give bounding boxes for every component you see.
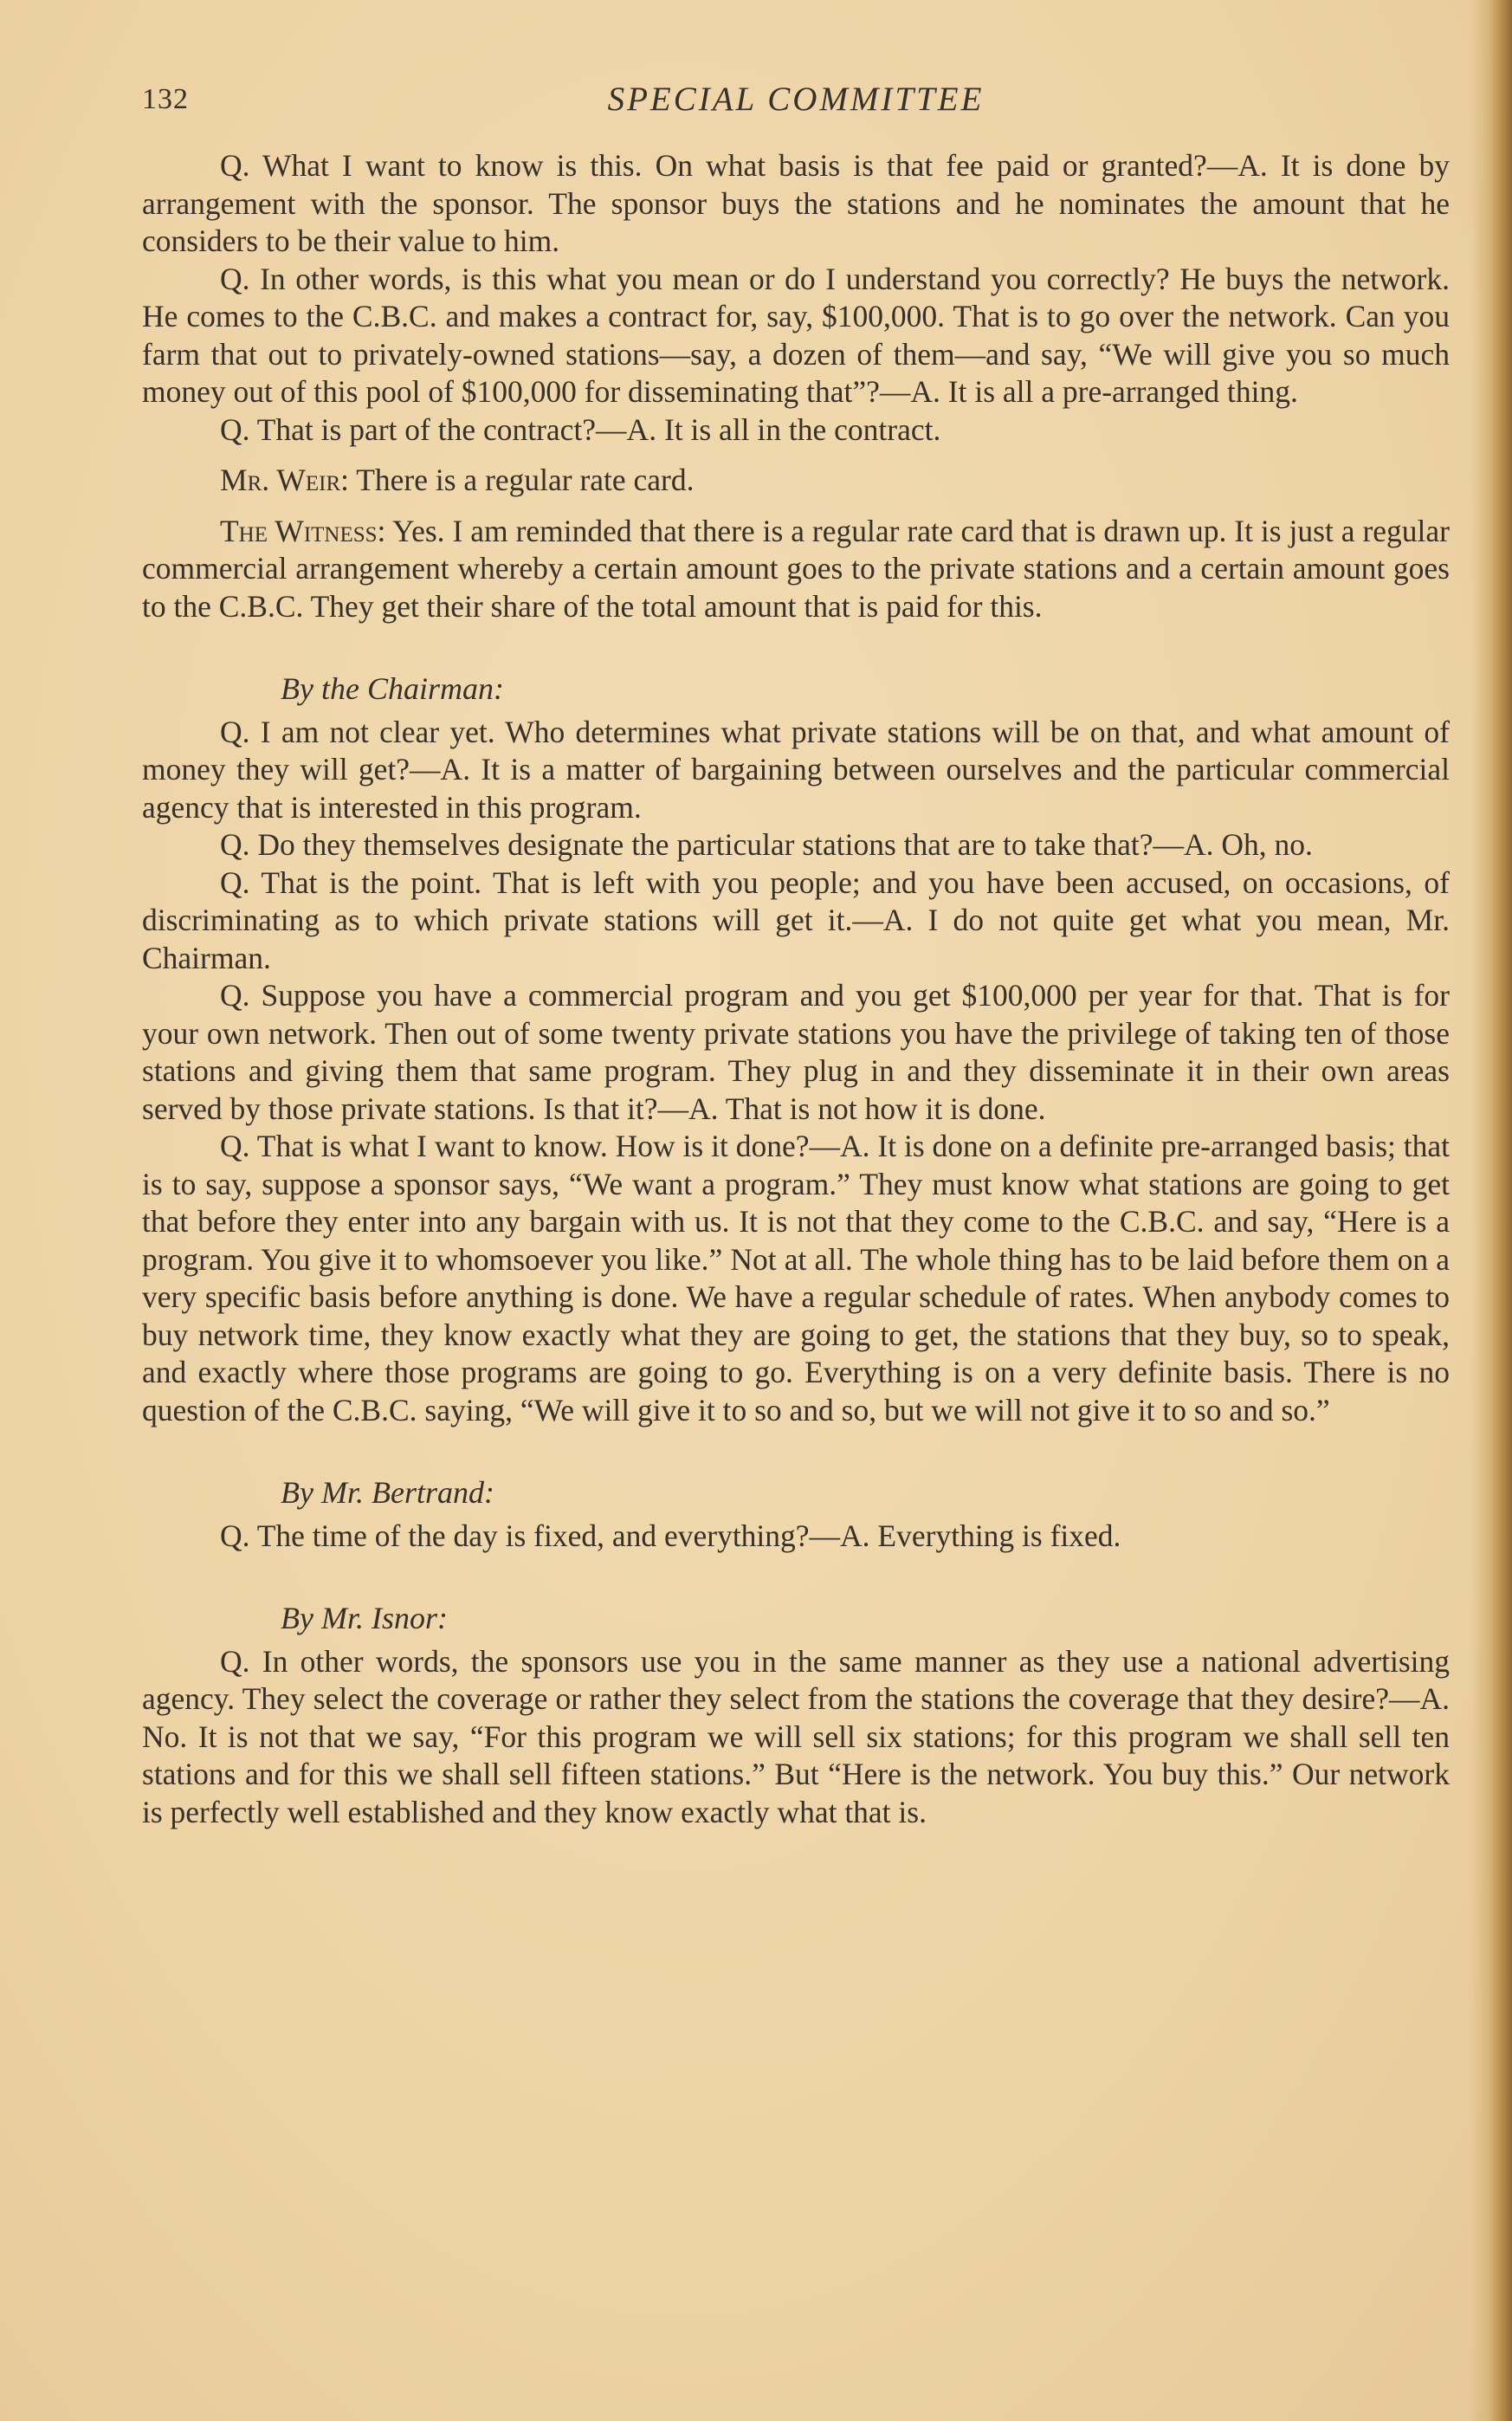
- speech-text: : There is a regular rate card.: [340, 463, 695, 497]
- speech-paragraph: [142, 462, 1450, 500]
- running-title: SPECIAL COMMITTEE: [607, 81, 985, 118]
- qa-paragraph: Q. I am not clear yet. Who determines what private stations will be on that, and what amount of money they will get?—A. It is a matter of bargaining between ourselves and the particular commercial agency that is interested in this program.: [142, 714, 1450, 825]
- speech-paragraph: [142, 513, 1450, 626]
- speech-text: : Yes. I am reminded that there is a regular rate card that is drawn up. It is just a regular commercial arrangement whereby a certain amount goes to the private stations and a certain amount goes to the C.B.C. They get their share of the total amount that is paid for this.: [142, 513, 1450, 624]
- qa-paragraph: Q. That is what I want to know. How is it done?—A. It is done on a definite pre-arranged basis; that is to say, suppose a sponsor says, “We want a program.” They must know what stations are going to get that before they enter into any bargain with us. It is not that they come to the C.B.C. and say, “Here is a program. You give it to whomsoever you like.” Not at all. The whole thing has to be laid before them on a very specific basis before anything is done. We have a regular schedule of rates. When anybody comes to buy network time, they know exactly what they are going to get, the stations that they buy, so to speak, and exactly where those programs are going to go. Everything is on a very definite basis. There is no question of the C.B.C. saying, “We will give it to so and so, but we will not give it to so and so.”: [142, 1129, 1450, 1427]
- section-heading: By Mr. Isnor:: [281, 1601, 448, 1635]
- qa-paragraph: Q. That is part of the contract?—A. It is all in the contract.: [220, 411, 941, 447]
- qa-paragraph: Q. In other words, is this what you mean or do I understand you correctly? He buys the network. He comes to the C.B.C. and makes a contract for, say, $100,000. That is to go over the network. Can you farm that out to privately-owned stations—say, a dozen of them—and say, “We will give you so much money out of this pool of $100,000 for disseminating that”?—A. It is all a pre-arranged thing.: [142, 261, 1450, 409]
- speaker-name: The Witness: [220, 513, 378, 548]
- section-heading: By the Chairman:: [281, 671, 504, 706]
- qa-paragraph: Q. Suppose you have a commercial program and you get $100,000 per year for that. That is for your own network. Then out of some twenty private stations you have the privilege of taking ten of those stations and giving them that same program. They plug in and they disseminate it in their own areas served by those private stations. Is that it?—A. That is not how it is done.: [142, 978, 1450, 1126]
- page-header: [142, 76, 1450, 128]
- speaker-name: Mr. Weir: [220, 463, 341, 497]
- qa-paragraph: Q. The time of the day is fixed, and everything?—A. Everything is fixed.: [220, 1518, 1121, 1553]
- qa-paragraph: Q. What I want to know is this. On what basis is that fee paid or granted?—A. It is done by arrangement with the sponsor. The sponsor buys the stations and he nominates the amount that he considers to be their value to him.: [142, 148, 1450, 258]
- page-number: 132: [142, 83, 189, 115]
- qa-paragraph: Q. In other words, the sponsors use you in the same manner as they use a national advertising agency. They select the coverage or rather they select from the stations the coverage that they desire?—A. No. It is not that we say, “For this program we will sell six stations; for this program we shall sell ten stations and for this we shall sell fifteen stations.” But “Here is the network. You buy this.” Our network is perfectly well established and they know exactly what that is.: [142, 1643, 1450, 1829]
- transcript-body: [142, 147, 1450, 1831]
- qa-paragraph: Q. Do they themselves designate the particular stations that are to take that?—A. Oh, no.: [220, 827, 1313, 862]
- qa-paragraph: Q. That is the point. That is left with you people; and you have been accused, on occasions, of discriminating as to which private stations will get it.—A. I do not quite get what you mean, Mr. Chairman.: [142, 864, 1450, 975]
- book-spine-shadow: [1470, 0, 1512, 2421]
- section-heading: By Mr. Bertrand:: [281, 1475, 494, 1510]
